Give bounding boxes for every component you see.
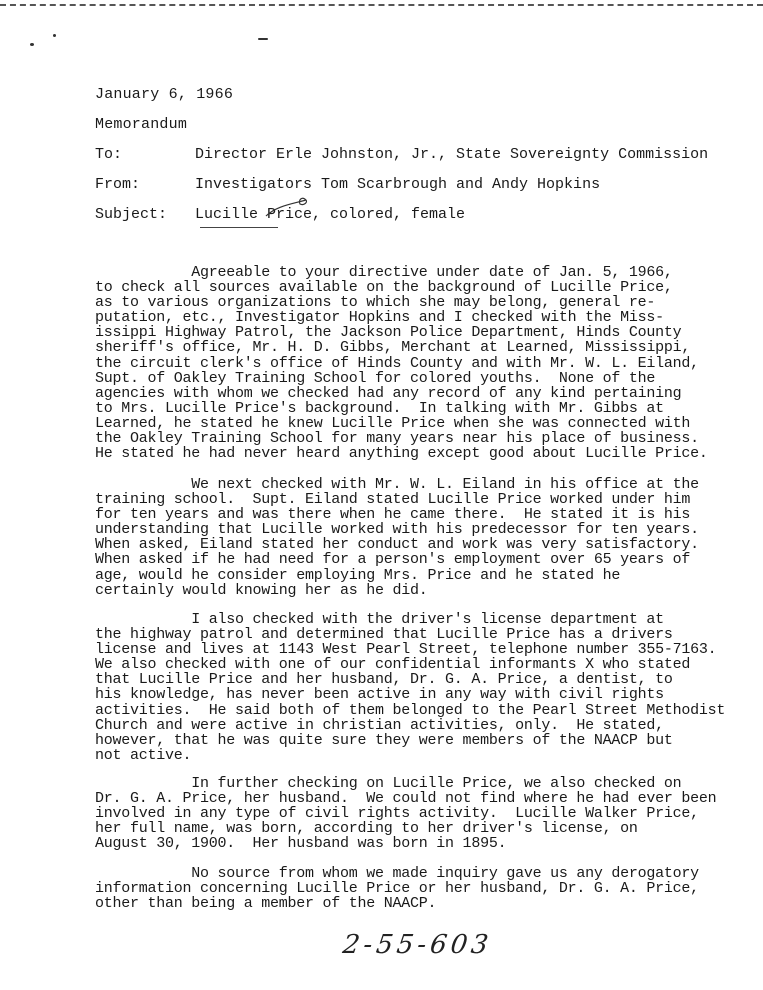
subject-label: Subject:	[95, 206, 168, 223]
scan-speck	[30, 43, 34, 46]
scan-speck	[258, 38, 268, 40]
body-paragraph: I also checked with the driver's license department at the highway patrol and determined that Lucille Price has a drivers license and lives at 1143 West Pearl Street, telephone number 355-7163. We also checked with one of our confidential informants X who stated that Lucille Price and her husband, Dr. G. A. Price, a dentist, to his knowledge, has never been active in any way with civil rights activities. He said both of them belonged to the Pearl Street Methodist Church and were active in christian activities, only. He stated, however, that he was quite sure they were members of the NAACP but not active.	[95, 611, 726, 764]
memo-type: Memorandum	[95, 116, 188, 133]
from-value: Investigators Tom Scarbrough and Andy Hopkins	[195, 176, 601, 193]
body-paragraph: We next checked with Mr. W. L. Eiland in his office at the training school. Supt. Eiland stated Lucille Price worked under him for ten years and was there when he came there. He stated it is his understanding that Lucille worked with his predecessor for ten years. When asked, Eiland stated her conduct and work was very satisfactory. When asked if he had need for a person's employment over 65 years of age, would he consider employing Mrs. Price and he stated he certainly would knowing her as he did.	[95, 476, 699, 599]
body-paragraph: In further checking on Lucille Price, we also checked on Dr. G. A. Price, her husband. We could not find where he had ever been involved in any type of civil rights activity. Lucille Walker Price, her full name, was born, according to her driver's license, on August 30, 1900. Her husband was born in 1895.	[95, 775, 717, 853]
body-paragraph: No source from whom we made inquiry gave us any derogatory information concerning Lucille Price or her husband, Dr. G. A. Price, other than being a member of the NAACP.	[95, 865, 699, 913]
from-label: From:	[95, 176, 141, 193]
scan-speck	[53, 34, 56, 37]
to-value: Director Erle Johnston, Jr., State Sovereignty Commission	[195, 146, 709, 163]
top-dashed-border	[0, 4, 763, 6]
body-paragraph: Agreeable to your directive under date of Jan. 5, 1966, to check all sources available on the background of Lucille Price, as to various organizations to which she may belong, general re- putation, etc., Investigator Hopkins and I checked with the Miss- issippi Highway Patrol, the Jackson Police Department, Hinds County sheriff's office, Mr. H. D. Gibbs, Merchant at Learned, Mississippi, the circuit clerk's office of Hinds County and with Mr. W. L. Eiland, Supt. of Oakley Training School for colored youths. None of the agencies with whom we checked had any record of any kind pertaining to Mrs. Lucille Price's background. In talking with Mr. Gibbs at Learned, he stated he knew Lucille Price when she was connected with the Oakley Training School for many years near his place of business. He stated he had never heard anything except good about Lucille Price.	[95, 264, 708, 463]
handwritten-page-number: 2-55-603	[340, 930, 494, 960]
to-label: To:	[95, 146, 123, 163]
memo-date: January 6, 1966	[95, 86, 234, 103]
handwritten-mark-icon	[262, 192, 332, 222]
subject-handwritten-underline	[200, 227, 278, 228]
subject-value: Lucille Price, colored, female	[195, 206, 466, 223]
